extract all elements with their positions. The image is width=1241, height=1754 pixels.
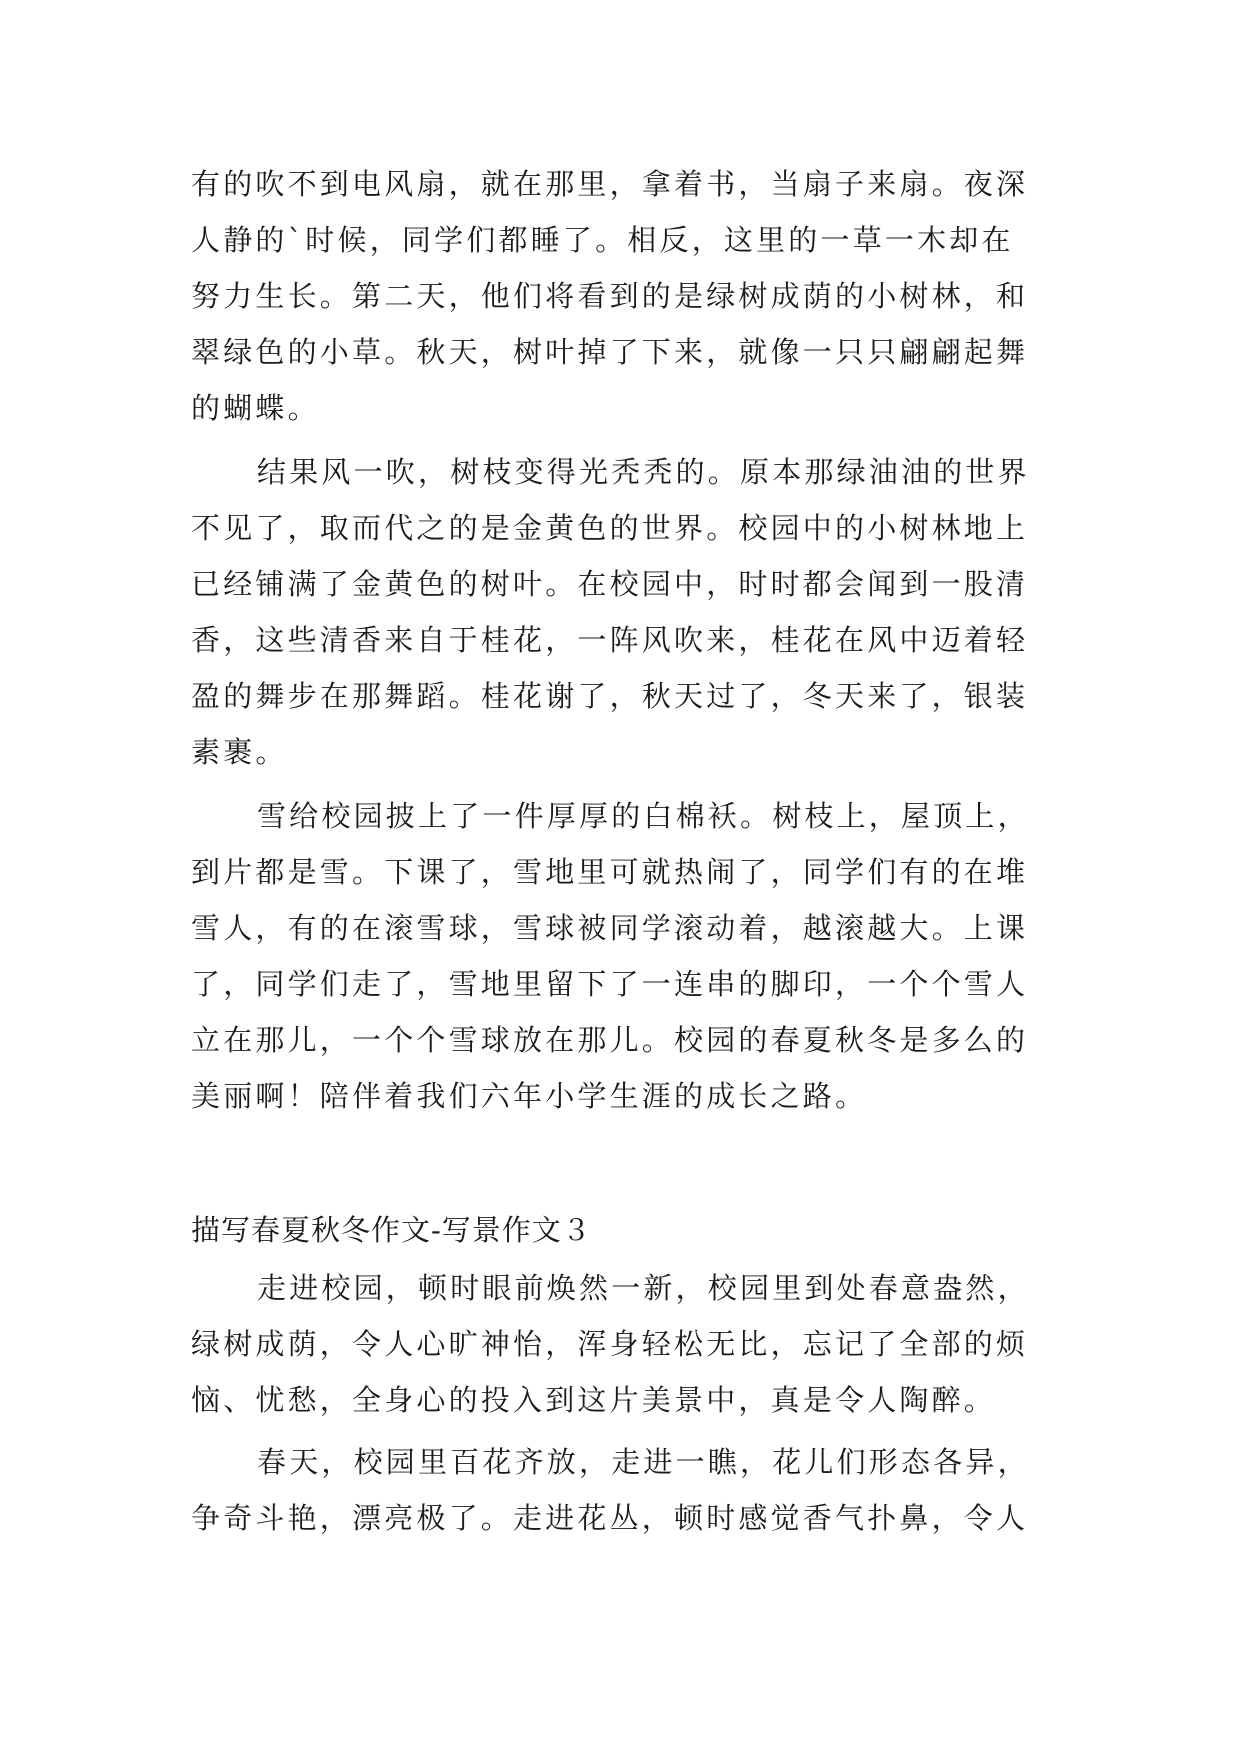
paragraph-line: 了，同学们走了，雪地里留下了一连串的脚印，一个个雪人 bbox=[191, 967, 1029, 1001]
paragraph-line: 美丽啊！陪伴着我们六年小学生涯的成长之路。 bbox=[191, 1079, 868, 1113]
paragraph-line: 雪人，有的在滚雪球，雪球被同学滚动着，越滚越大。上课 bbox=[191, 911, 1029, 945]
paragraph-line: 不见了，取而代之的是金黄色的世界。校园中的小树林地上 bbox=[191, 511, 1029, 545]
paragraph-line: 春天，校园里百花齐放，走进一瞧，花儿们形态各异， bbox=[257, 1445, 1030, 1479]
paragraph-line: 努力生长。第二天，他们将看到的是绿树成荫的小树林，和 bbox=[191, 279, 1029, 313]
paragraph-line: 已经铺满了金黄色的树叶。在校园中，时时都会闻到一股清 bbox=[191, 567, 1029, 601]
paragraph-line: 结果风一吹，树枝变得光秃秃的。原本那绿油油的世界 bbox=[257, 455, 1030, 489]
paragraph-line: 人静的`时候，同学们都睡了。相反，这里的一草一木却在 bbox=[191, 223, 1014, 257]
paragraph-line: 素裹。 bbox=[191, 735, 288, 769]
paragraph-line: 到片都是雪。下课了，雪地里可就热闹了，同学们有的在堆 bbox=[191, 855, 1029, 889]
paragraph-line: 翠绿色的小草。秋天，树叶掉了下来，就像一只只翩翩起舞 bbox=[191, 335, 1029, 369]
paragraph-line: 恼、忧愁，全身心的投入到这片美景中，真是令人陶醉。 bbox=[191, 1383, 997, 1417]
section-title: 描写春夏秋冬作文-写景作文３ bbox=[191, 1213, 592, 1247]
paragraph-line: 雪给校园披上了一件厚厚的白棉袄。树枝上，屋顶上， bbox=[257, 799, 1030, 833]
paragraph-line: 的蝴蝶。 bbox=[191, 391, 320, 425]
paragraph-line: 争奇斗艳，漂亮极了。走进花丛，顿时感觉香气扑鼻，令人 bbox=[191, 1501, 1029, 1535]
paragraph-line: 有的吹不到电风扇，就在那里，拿着书，当扇子来扇。夜深 bbox=[191, 167, 1029, 201]
paragraph-line: 走进校园，顿时眼前焕然一新，校园里到处春意盎然， bbox=[257, 1271, 1030, 1305]
paragraph-line: 香，这些清香来自于桂花，一阵风吹来，桂花在风中迈着轻 bbox=[191, 623, 1029, 657]
paragraph-line: 绿树成荫，令人心旷神怡，浑身轻松无比，忘记了全部的烦 bbox=[191, 1327, 1029, 1361]
paragraph-line: 盈的舞步在那舞蹈。桂花谢了，秋天过了，冬天来了，银装 bbox=[191, 679, 1029, 713]
paragraph-line: 立在那儿，一个个雪球放在那儿。校园的春夏秋冬是多么的 bbox=[191, 1023, 1029, 1057]
